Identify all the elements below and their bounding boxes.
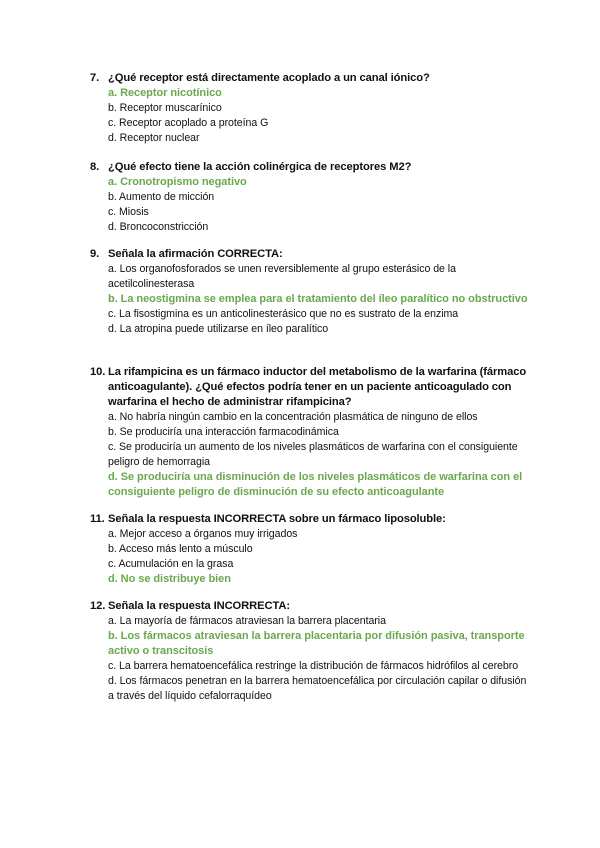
option: b. Receptor muscarínico <box>108 101 222 114</box>
option: c. Acumulación en la grasa <box>108 557 234 570</box>
option: a. La mayoría de fármacos atraviesan la barrera placentaria <box>108 615 386 627</box>
question-9 <box>90 247 530 337</box>
options-list <box>108 86 530 146</box>
option: a. Mejor acceso a órganos muy irrigados <box>108 528 298 540</box>
question-number: 11. <box>90 513 105 525</box>
question-text: ¿Qué efecto tiene la acción colinérgica de receptores M2? <box>108 161 412 173</box>
question-text: Señala la respuesta INCORRECTA: <box>108 600 290 612</box>
question-text: ¿Qué receptor está directamente acoplado a un canal iónico? <box>108 72 430 84</box>
question-7 <box>90 71 530 146</box>
question-number: 9. <box>90 248 100 260</box>
option: a. Los organofosforados se unen reversiblemente al grupo esterásico de la acetilcolinesterasa <box>108 263 456 290</box>
option-correct: d. Se produciría una disminución de los niveles plasmáticos de warfarina con el consiguiente peligro de disminución de su efecto anticoagulante <box>108 470 523 498</box>
option: d. La atropina puede utilizarse en íleo paralítico <box>108 322 329 335</box>
option: c. Miosis <box>108 205 149 218</box>
question-number: 7. <box>90 72 100 84</box>
question-text: La rifampicina es un fármaco inductor del metabolismo de la warfarina (fármaco anticoagulante). ¿Qué efectos podría tener en un paciente anticoagulado con warfarina el hecho de administrar rifampicina? <box>108 366 527 408</box>
option-correct: b. La neostigmina se emplea para el tratamiento del íleo paralítico no obstructivo <box>108 292 528 305</box>
question-12 <box>90 599 530 703</box>
question-number: 10. <box>90 366 106 378</box>
question-number: 8. <box>90 161 100 173</box>
option: d. Receptor nuclear <box>108 131 200 144</box>
option: b. Aumento de micción <box>108 190 215 203</box>
option-correct: b. Los fármacos atraviesan la barrera placentaria por difusión pasiva, transporte activo o transcitosis <box>108 629 525 657</box>
option: c. La barrera hematoencefálica restringe la distribución de fármacos hidrófilos al cerebro <box>108 659 519 672</box>
option: c. La fisostigmina es un anticolinesterásico que no es sustrato de la enzima <box>108 307 459 320</box>
option-correct: a. Receptor nicotínico <box>108 87 222 99</box>
option-correct: a. Cronotropismo negativo <box>108 176 247 188</box>
options-list <box>108 614 530 703</box>
option: b. Se produciría una interacción farmacodinámica <box>108 425 339 438</box>
option: c. Receptor acoplado a proteína G <box>108 116 269 129</box>
option-correct: d. No se distribuye bien <box>108 572 231 585</box>
option: b. Acceso más lento a músculo <box>108 542 253 555</box>
option: c. Se produciría un aumento de los niveles plasmáticos de warfarina con el consiguiente peligro de hemorragia <box>108 440 518 468</box>
options-list <box>108 527 530 587</box>
question-text: Señala la respuesta INCORRECTA sobre un fármaco liposoluble: <box>108 513 446 525</box>
options-list <box>108 262 530 337</box>
question-text: Señala la afirmación CORRECTA: <box>108 248 283 260</box>
question-number: 12. <box>90 600 106 612</box>
question-11 <box>90 512 530 587</box>
question-8 <box>90 160 530 235</box>
option: d. Broncoconstricción <box>108 220 209 233</box>
option: a. No habría ningún cambio en la concentración plasmática de ninguno de ellos <box>108 411 478 423</box>
options-list <box>108 175 530 235</box>
option: d. Los fármacos penetran en la barrera hematoencefálica por circulación capilar o difusión a través del líquido cefalorraquídeo <box>108 674 527 702</box>
options-list <box>108 410 530 499</box>
question-10 <box>90 365 530 499</box>
